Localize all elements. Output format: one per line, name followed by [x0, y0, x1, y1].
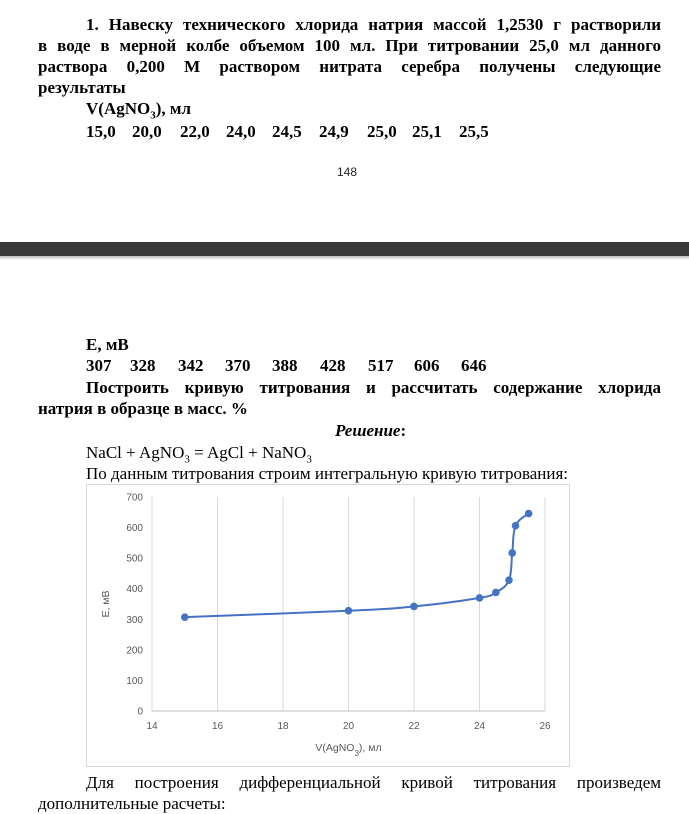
volume-value: 24,0 [226, 122, 256, 141]
x-tick-label: 16 [211, 721, 224, 732]
volume-values-row [86, 121, 506, 143]
x-tick-label: 18 [277, 721, 289, 732]
potential-values-row [86, 355, 506, 377]
volume-label: V(AgNO$_3$), мл [86, 99, 191, 122]
data-point [492, 589, 500, 597]
y-tick-label: 100 [126, 675, 143, 687]
x-axis-title: V(AgNO$_3$), мл [315, 742, 382, 758]
chart-svg [87, 485, 569, 766]
data-point [505, 576, 513, 584]
problem-text-line-1: 1. Навеску технического хлорида натрия массой 1,2530 г растворили [86, 15, 661, 34]
x-tick-label: 24 [473, 721, 486, 732]
volume-value: 25,5 [459, 122, 489, 141]
y-tick-label: 200 [126, 645, 143, 657]
potential-value: 307 [86, 356, 112, 375]
differential-text-line-1: Для построения дифференциальной кривой титрования произведем [86, 773, 661, 792]
potential-value: 606 [414, 356, 440, 375]
potential-value: 328 [130, 356, 156, 375]
page-separator-shadow [0, 256, 689, 260]
volume-value: 22,0 [180, 122, 210, 141]
y-tick-label: 400 [126, 584, 143, 596]
potential-value: 517 [368, 356, 394, 375]
data-point [345, 607, 353, 615]
differential-text-line-2: дополнительные расчеты: [38, 794, 226, 813]
volume-value: 15,0 [86, 122, 116, 141]
task-text-line-1: Построить кривую титрования и рассчитать содержание хлорида [86, 378, 661, 397]
volume-value: 24,9 [319, 122, 349, 141]
volume-value: 24,5 [272, 122, 302, 141]
potential-value: 342 [178, 356, 204, 375]
y-axis-title: E, мВ [100, 590, 112, 618]
data-point [525, 510, 533, 518]
problem-text-line-3: раствора 0,200 М раствором нитрата серебра получены следующие [38, 57, 661, 76]
potential-value: 370 [225, 356, 251, 375]
x-tick-label: 22 [408, 721, 420, 732]
data-point [476, 594, 484, 602]
y-tick-label: 700 [126, 492, 143, 504]
x-tick-label: 26 [539, 721, 551, 732]
potential-value: 388 [272, 356, 298, 375]
solution-heading: Решение: [335, 421, 407, 440]
x-tick-label: 20 [342, 721, 355, 732]
page-number: 148 [337, 165, 358, 179]
data-point [512, 522, 520, 530]
potential-value: 646 [461, 356, 487, 375]
y-tick-label: 0 [137, 706, 143, 718]
task-text-line-2: натрия в образце в масс. % [38, 399, 248, 418]
y-tick-label: 600 [126, 523, 143, 535]
volume-value: 20,0 [132, 122, 162, 141]
y-tick-label: 300 [126, 614, 143, 626]
y-tick-label: 500 [126, 553, 143, 565]
series-line [185, 514, 529, 618]
reaction-equation: NaCl + AgNO$_3$ = AgCl + NaNO$_3$ [86, 443, 312, 466]
problem-text-line-4: результаты [38, 78, 126, 97]
build-curve-text: По данным титрования строим интегральную кривую титрования: [86, 464, 569, 483]
x-tick-label: 14 [146, 721, 158, 732]
potential-label: E, мВ [86, 335, 129, 354]
potential-value: 428 [320, 356, 346, 375]
page-separator [0, 242, 689, 256]
data-point [410, 603, 418, 611]
titration-curve-chart [86, 484, 570, 767]
data-point [181, 613, 189, 621]
data-point [508, 549, 516, 557]
volume-value: 25,0 [367, 122, 397, 141]
volume-value: 25,1 [412, 122, 442, 141]
problem-text-line-2: в воде в мерной колбе объемом 100 мл. При титровании 25,0 мл данного [38, 36, 661, 55]
